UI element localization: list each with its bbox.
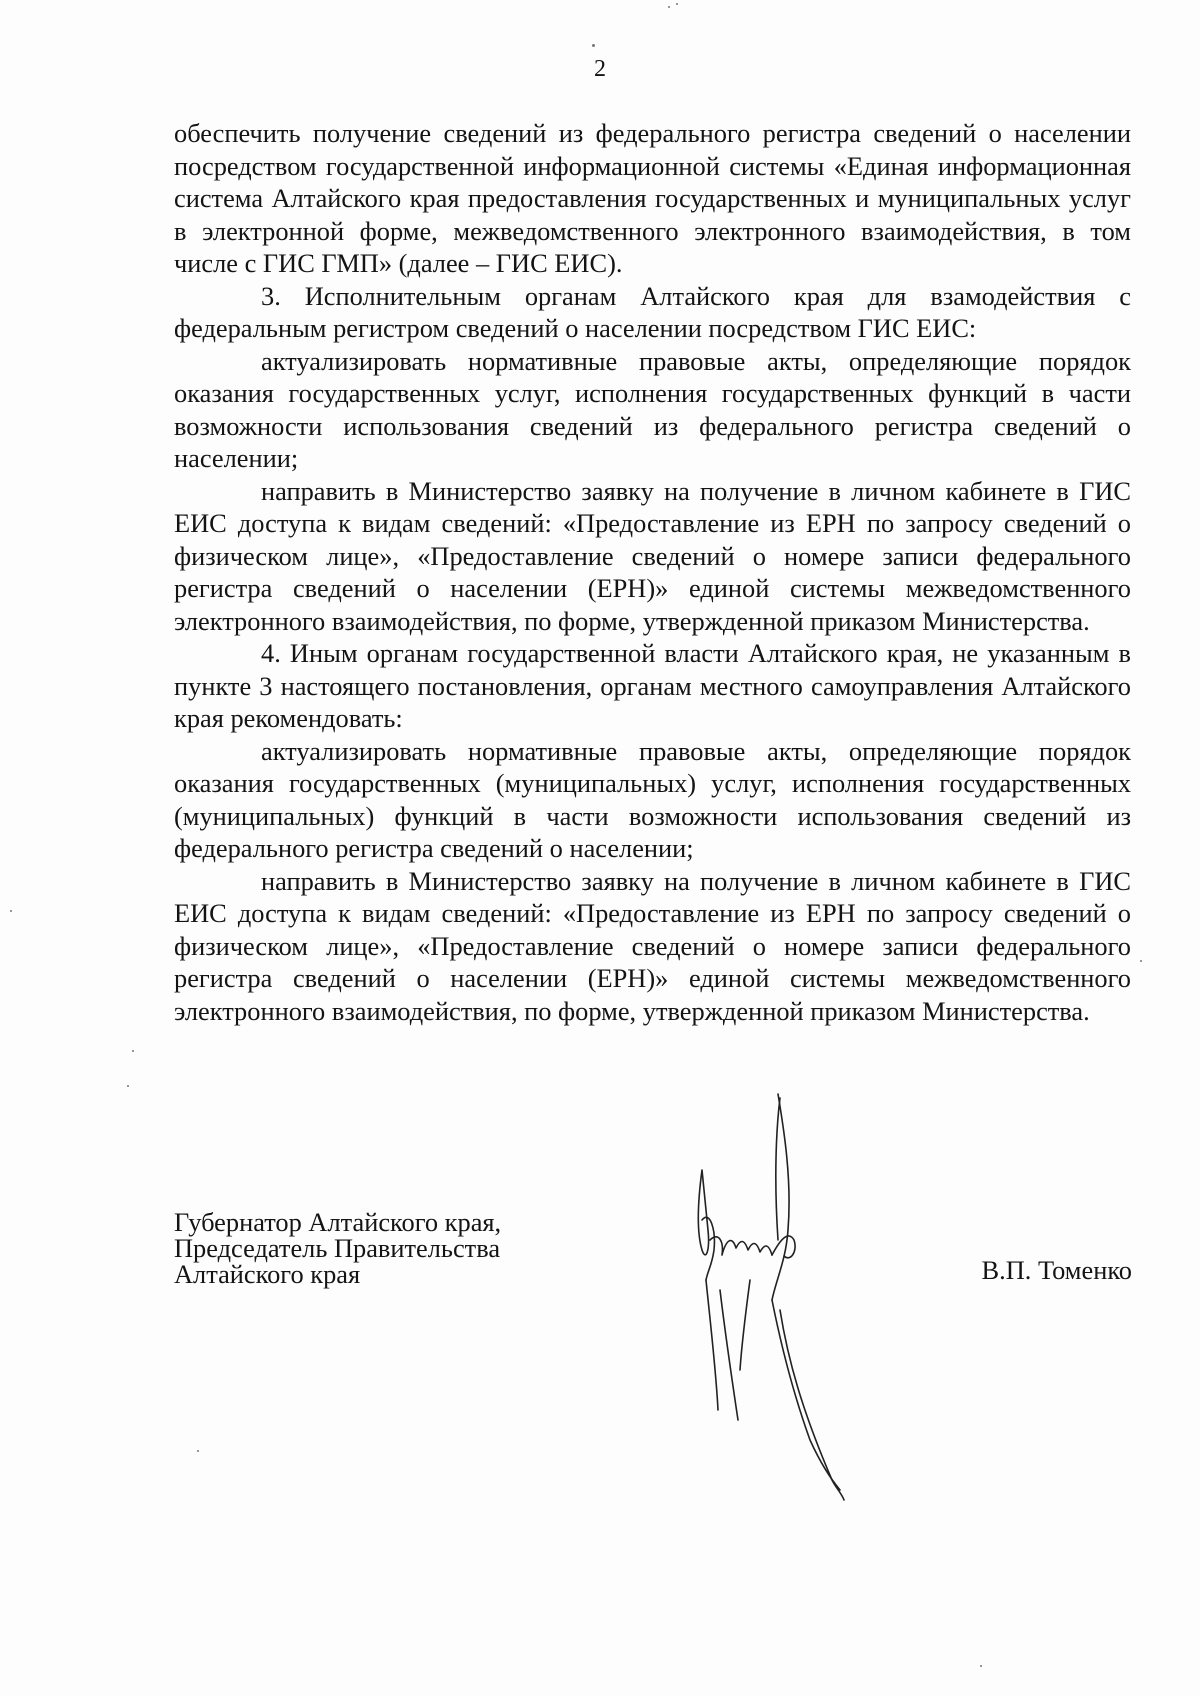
paragraph-item-4-actualize: актуализировать нормативные правовые акты, определяющие порядок оказания государственных (муниципальных) услуг, исполнения государственных (муниципальных) функций в части возможности использования сведений из федерального регистра сведений о населении; [174, 735, 1131, 863]
scan-speck [127, 1085, 129, 1087]
paragraph-item-3-actualize: актуализировать нормативные правовые акты, определяющие порядок оказания государственных услуг, исполнения государственных функций в части возможности использования сведений из федерального регистра сведений о населении; [174, 345, 1131, 473]
scan-speck [980, 1665, 982, 1667]
paragraph-continuation: обеспечить получение сведений из федерального регистра сведений о населении посредством государственной информационной системы «Единая информационная система Алтайского края предоставления государственных и муниципальных услуг в электронной форме, межведомственного электронного взаимодействия, в том числе с ГИС ГМП» (далее – ГИС ЕИС). [174, 118, 1131, 278]
scan-speck [197, 1450, 199, 1452]
signatory-position [174, 1209, 501, 1287]
position-line: Губернатор Алтайского края, [174, 1207, 502, 1237]
position-line: Председатель Правительства [174, 1233, 501, 1263]
handwritten-signature [680, 1090, 880, 1510]
page-number: 2 [594, 56, 606, 82]
scan-speck [592, 44, 595, 47]
position-line: Алтайского края [174, 1259, 361, 1289]
document-body [174, 117, 1131, 1027]
scan-speck [668, 6, 670, 8]
signer-name: В.П. Томенко [981, 1255, 1132, 1285]
scan-speck [676, 3, 678, 5]
scan-speck [132, 1050, 134, 1052]
paragraph-item-4-request: направить в Министерство заявку на получение в личном кабинете в ГИС ЕИС доступа к видам сведений: «Предоставление из ЕРН по запросу сведений о физическом лице», «Предоставление сведений о номере записи федерального регистра сведений о населении (ЕРН)» единой системы межведомственного электронного взаимодействия, по форме, утвержденной приказом Министерства. [174, 865, 1131, 1026]
scan-speck [10, 910, 12, 912]
scan-speck [1140, 960, 1142, 962]
paragraph-item-4: 4. Иным органам государственной власти Алтайского края, не указанным в пункте 3 настоящего постановления, органам местного самоуправления Алтайского края рекомендовать: [174, 638, 1131, 733]
paragraph-item-3: 3. Исполнительным органам Алтайского края для взамодействия с федеральным регистром сведений о населении посредством ГИС ЕИС: [174, 280, 1131, 343]
paragraph-item-3-request: направить в Министерство заявку на получение в личном кабинете в ГИС ЕИС доступа к видам сведений: «Предоставление из ЕРН по запросу сведений о физическом лице», «Предоставление сведений о номере записи федерального регистра сведений о населении (ЕРН)» единой системы межведомственного электронного взаимодействия, по форме, утвержденной приказом Министерства. [174, 475, 1131, 636]
